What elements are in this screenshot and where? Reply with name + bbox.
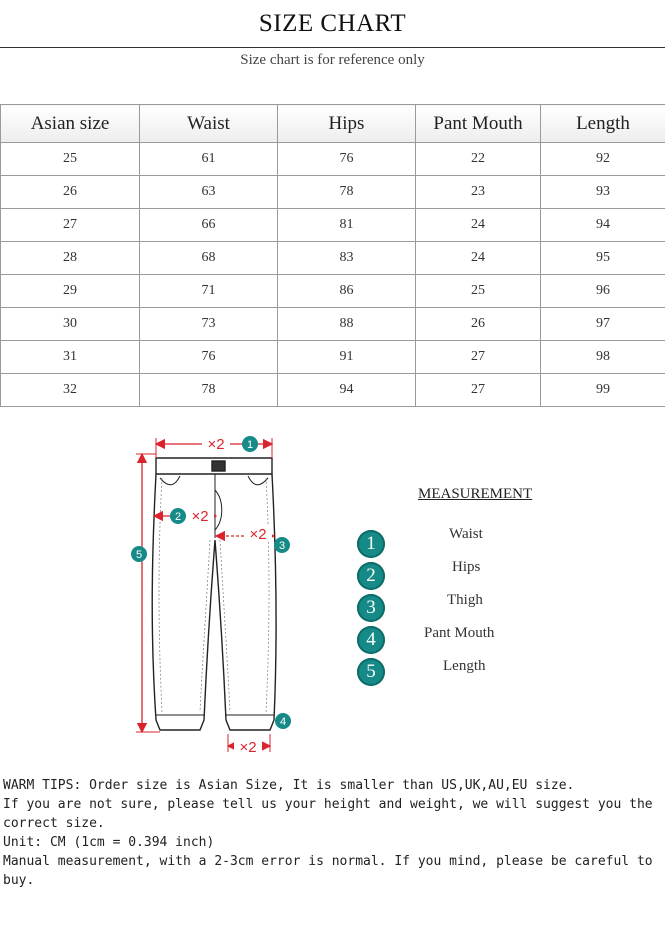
legend-badge-3: 3: [357, 594, 385, 622]
table-row: [1, 341, 665, 374]
cell-asian-size: 27: [1, 209, 140, 242]
cell-pant-mouth: 27: [416, 374, 541, 407]
waist-multiplier: ×2: [207, 436, 225, 453]
tips-line-asian-size: WARM TIPS: Order size is Asian Size, It is smaller than US,UK,AU,EU size.: [3, 778, 575, 793]
cell-pant-mouth: 26: [416, 308, 541, 341]
tips-line-unit: Unit: CM (1cm = 0.394 inch): [3, 835, 215, 850]
header-hips: Hips: [278, 105, 416, 143]
title-divider: [0, 47, 665, 48]
thigh-multiplier: ×2: [249, 526, 267, 543]
table-header-row: [1, 105, 665, 143]
legend-badge-4: 4: [357, 626, 385, 654]
legend-badge-1: 1: [357, 530, 385, 558]
marker-1-num: 1: [246, 439, 254, 451]
cell-waist: 68: [140, 242, 278, 275]
table-row: [1, 143, 665, 176]
legend-label-length: Length: [443, 658, 486, 674]
table-row: [1, 209, 665, 242]
size-table: [0, 104, 665, 407]
marker-2-num: 2: [174, 511, 182, 523]
cell-length: 94: [541, 209, 665, 242]
cell-hips: 76: [278, 143, 416, 176]
cell-asian-size: 32: [1, 374, 140, 407]
cell-pant-mouth: 23: [416, 176, 541, 209]
cell-waist: 78: [140, 374, 278, 407]
header-pant-mouth: Pant Mouth: [416, 105, 541, 143]
cell-waist: 76: [140, 341, 278, 374]
measurement-heading: MEASUREMENT: [418, 486, 533, 502]
tips-line-suggestion: If you are not sure, please tell us your height and weight, we will suggest you the correct size.: [3, 797, 653, 831]
cell-asian-size: 31: [1, 341, 140, 374]
cell-pant-mouth: 25: [416, 275, 541, 308]
marker-5-num: 5: [135, 549, 143, 561]
cell-waist: 66: [140, 209, 278, 242]
cell-asian-size: 26: [1, 176, 140, 209]
cell-hips: 94: [278, 374, 416, 407]
cell-hips: 78: [278, 176, 416, 209]
cell-waist: 73: [140, 308, 278, 341]
cell-asian-size: 25: [1, 143, 140, 176]
header-length: Length: [541, 105, 665, 143]
legend-label-thigh: Thigh: [447, 592, 483, 608]
cell-pant-mouth: 24: [416, 209, 541, 242]
cell-pant-mouth: 24: [416, 242, 541, 275]
marker-3-num: 3: [278, 540, 286, 552]
legend-label-pant-mouth: Pant Mouth: [424, 625, 495, 641]
table-row: [1, 308, 665, 341]
header-waist: Waist: [140, 105, 278, 143]
page-title: SIZE CHART: [258, 10, 407, 37]
table-row: [1, 242, 665, 275]
table-row: [1, 176, 665, 209]
legend-badge-5: 5: [357, 658, 385, 686]
cell-hips: 86: [278, 275, 416, 308]
cell-waist: 71: [140, 275, 278, 308]
legend-label-waist: Waist: [449, 526, 483, 542]
cell-length: 95: [541, 242, 665, 275]
cell-hips: 88: [278, 308, 416, 341]
pants-diagram: [120, 430, 320, 760]
cell-hips: 83: [278, 242, 416, 275]
cell-length: 96: [541, 275, 665, 308]
cell-asian-size: 28: [1, 242, 140, 275]
cell-length: 99: [541, 374, 665, 407]
cell-length: 97: [541, 308, 665, 341]
cell-waist: 63: [140, 176, 278, 209]
cell-length: 92: [541, 143, 665, 176]
header-asian-size: Asian size: [1, 105, 140, 143]
cell-asian-size: 29: [1, 275, 140, 308]
cell-hips: 81: [278, 209, 416, 242]
cell-length: 93: [541, 176, 665, 209]
page-subtitle: Size chart is for reference only: [240, 52, 425, 68]
cell-pant-mouth: 22: [416, 143, 541, 176]
marker-4-num: 4: [279, 716, 287, 728]
cell-length: 98: [541, 341, 665, 374]
legend-badge-2: 2: [357, 562, 385, 590]
pant-mouth-multiplier: ×2: [239, 739, 257, 756]
pants-outline: [152, 458, 276, 730]
hips-multiplier: ×2: [191, 508, 209, 525]
cell-waist: 61: [140, 143, 278, 176]
cell-hips: 91: [278, 341, 416, 374]
legend-label-hips: Hips: [452, 559, 481, 575]
table-row: [1, 275, 665, 308]
tips-line-error: Manual measurement, with a 2-3cm error is normal. If you mind, please be careful to buy.: [3, 854, 653, 888]
cell-pant-mouth: 27: [416, 341, 541, 374]
table-row: [1, 374, 665, 407]
warm-tips: [3, 776, 653, 890]
cell-asian-size: 30: [1, 308, 140, 341]
